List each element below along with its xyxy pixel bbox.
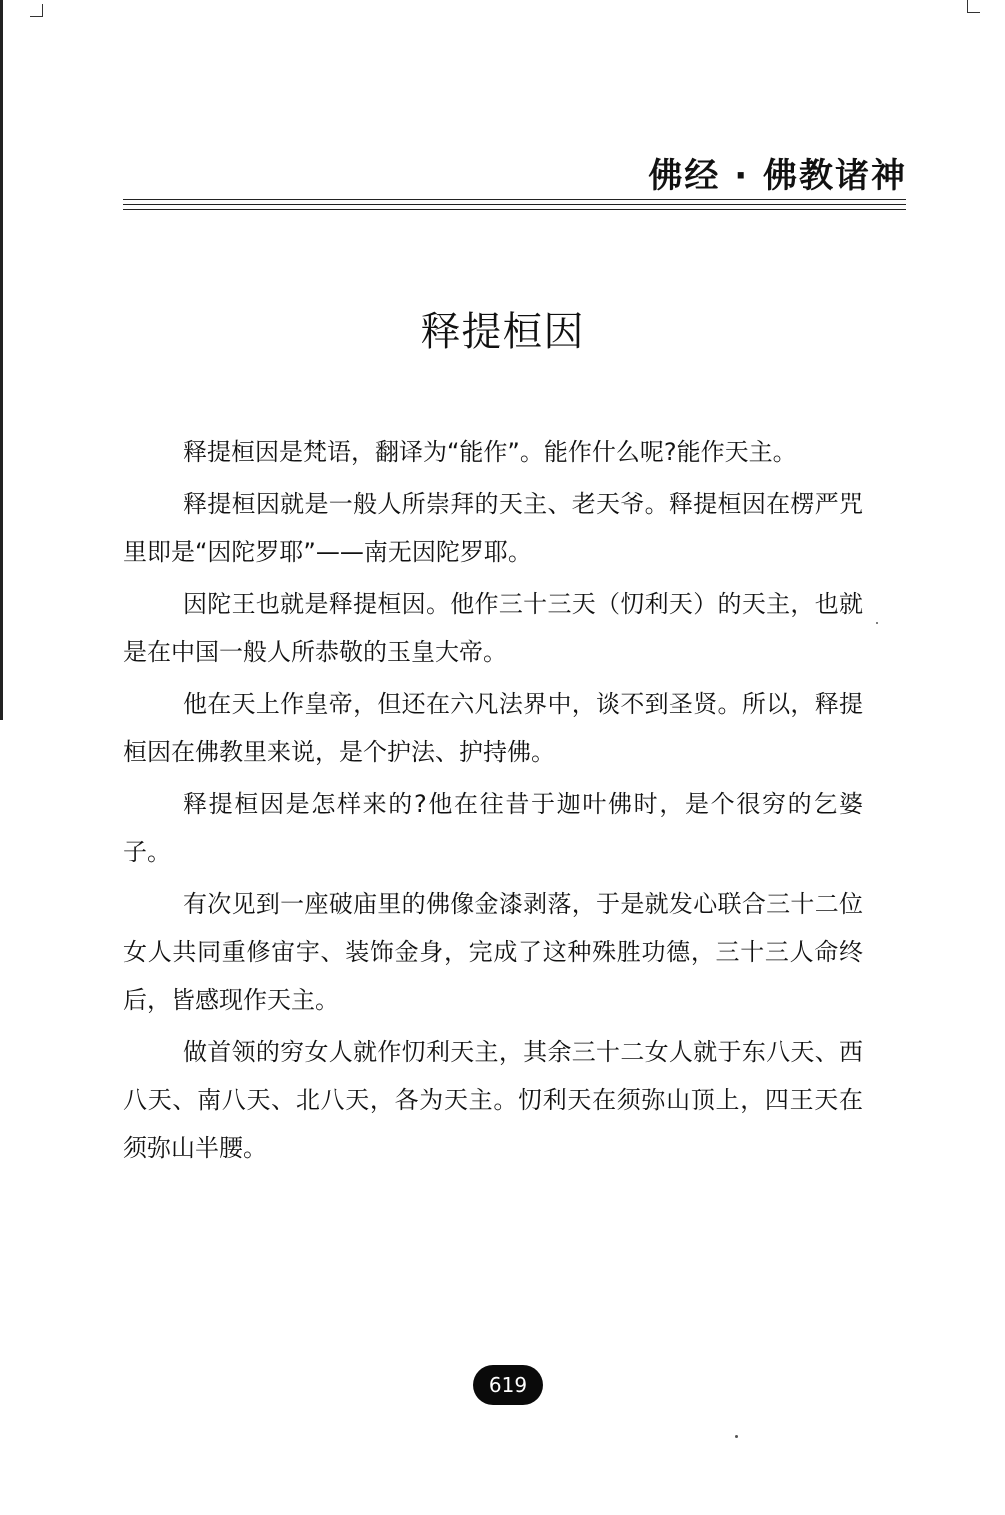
paragraph: 他在天上作皇帝，但还在六凡法界中，谈不到圣贤。所以，释提桓因在佛教里来说，是个护法、护持佛。 xyxy=(123,690,863,766)
paragraph: 做首领的穷女人就作忉利天主，其余三十二女人就于东八天、西八天、南八天、北八天，各为天主。忉利天在须弥山顶上，四王天在须弥山半腰。 xyxy=(123,1038,863,1162)
page-number-badge: 619 xyxy=(473,1365,543,1405)
crop-mark-right xyxy=(967,0,980,13)
crop-mark-left xyxy=(30,4,43,17)
scan-speck xyxy=(876,622,878,624)
paragraph: 因陀王也就是释提桓因。他作三十三天（忉利天）的天主，也就是在中国一般人所恭敬的玉皇大帝。 xyxy=(123,590,863,666)
header-rule-top xyxy=(123,199,906,200)
paragraph: 释提桓因就是一般人所崇拜的天主、老天爷。释提桓因在楞严咒里即是“因陀罗耶”——南无因陀罗耶。 xyxy=(123,490,863,566)
paragraph: 有次见到一座破庙里的佛像金漆剥落，于是就发心联合三十二位女人共同重修宙宇、装饰金身，完成了这种殊胜功德，三十三人命终后，皆感现作天主。 xyxy=(123,890,863,1014)
paragraph: 释提桓因是怎样来的?他在往昔于迦叶佛时，是个很穷的乞婆子。 xyxy=(123,790,863,866)
header-rule-bottom xyxy=(123,209,906,210)
scan-speck xyxy=(735,1435,738,1438)
running-header: 佛经 · 佛教诸神 xyxy=(648,156,907,196)
chapter-title: 释提桓因 xyxy=(420,309,585,355)
header-rule-middle xyxy=(123,204,906,205)
body-text xyxy=(123,428,863,1176)
paragraph: 释提桓因是梵语，翻译为“能作”。能作什么呢?能作天主。 xyxy=(183,438,797,466)
page-edge-shadow xyxy=(0,0,3,720)
